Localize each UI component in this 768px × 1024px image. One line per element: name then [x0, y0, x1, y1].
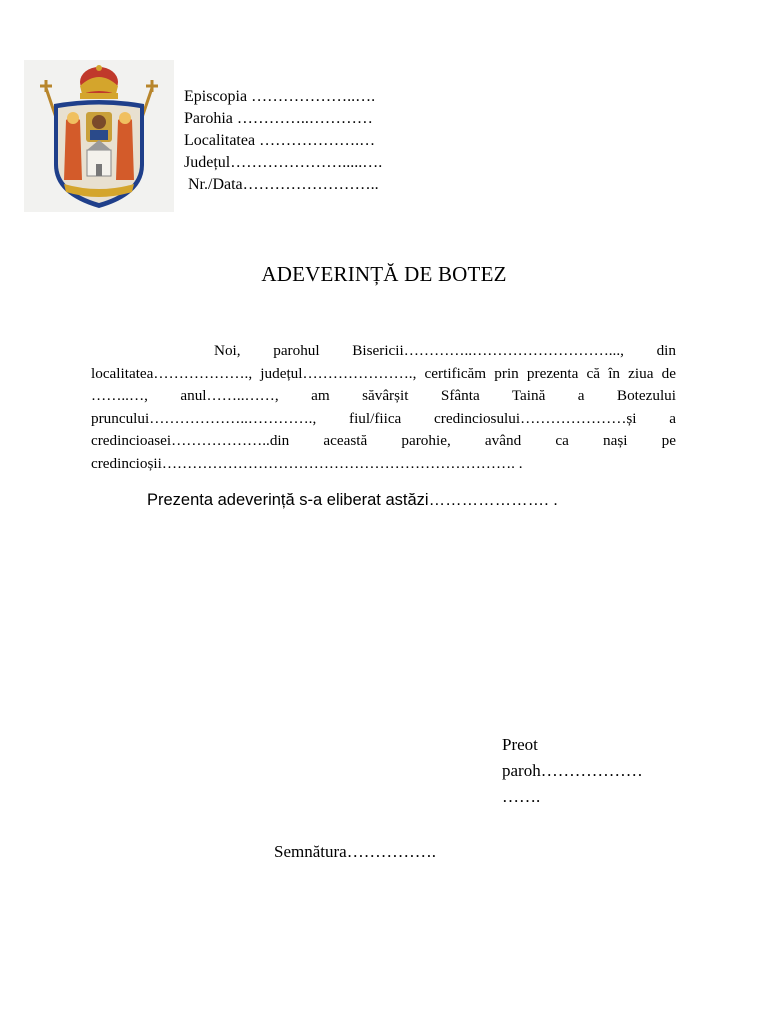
priest-block [502, 732, 643, 810]
priest-label: Preot [502, 735, 538, 754]
priest-paroh-continuation: ……. [502, 787, 541, 806]
judetul-field: Județul………………….....…. [184, 154, 383, 171]
nr-data-field: Nr./Data…………………….. [184, 176, 379, 193]
certificate-body [91, 340, 676, 475]
release-statement: Prezenta adeverință s-a eliberat astăzi…………………. . [147, 491, 558, 509]
parohia-field: Parohia …………..………… [184, 110, 373, 127]
signature-line: Semnătura……………. [274, 842, 436, 861]
parish-header [184, 86, 382, 196]
coat-of-arms-icon [24, 60, 174, 212]
localitatea-field: Localitatea ……………….… [184, 132, 376, 149]
certificate-body-text: Noi, parohul Bisericii…………..………………………..., din localitatea………………., județul…………………., certificăm prin prezenta că în ziua de ……..…, anul……..……, am săvârșit Sfânta Taină a Botezului pruncului………………..…………., fiul/fiica credinciosului…………………și a credincioasei………………..din această parohie, având ca nași pe credincioșii……………………………………………………………. . [91, 342, 676, 472]
priest-paroh-line: paroh……………… [502, 761, 643, 780]
document-title: ADEVERINȚĂ DE BOTEZ [261, 262, 507, 286]
episcopia-field: Episcopia ………………..…. [184, 88, 376, 105]
